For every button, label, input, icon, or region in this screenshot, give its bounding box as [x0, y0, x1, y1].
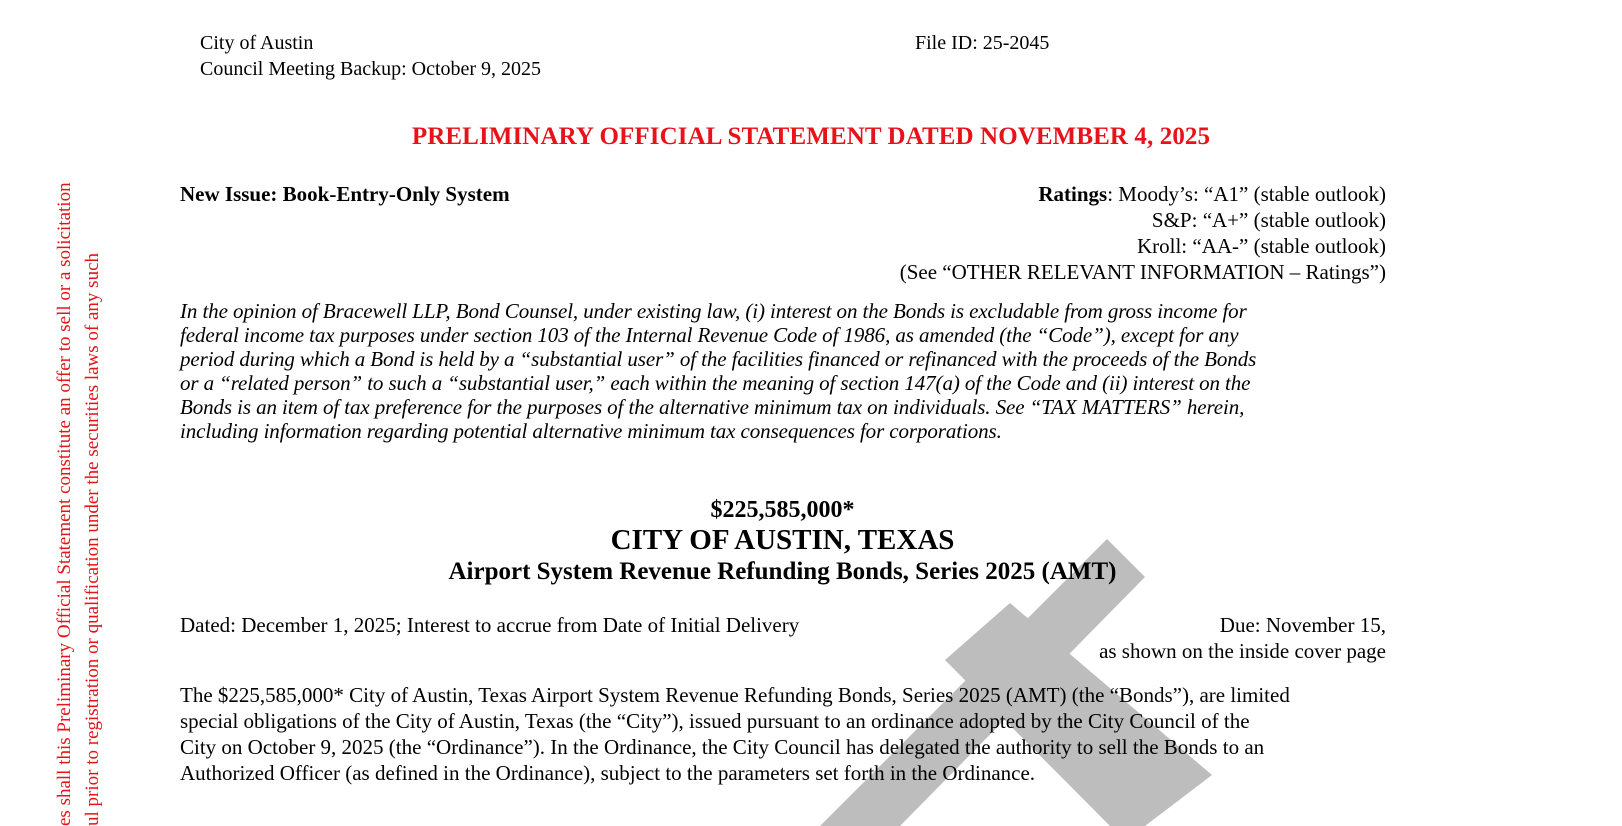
ratings-moodys-line: Ratings: Moody’s: “A1” (stable outlook) — [1038, 182, 1386, 206]
opinion-line: or a “related person” to such a “substantial user,” each within the meaning of section 147(a) of the Code and (ii) interest on the — [180, 371, 1251, 395]
bond-series: Airport System Revenue Refunding Bonds, Series 2025 (AMT) — [448, 558, 1117, 585]
side-disclaimer-2: ul prior to registration or qualification under the securities laws of any such — [82, 252, 103, 826]
opinion-line: In the opinion of Bracewell LLP, Bond Counsel, under existing law, (i) interest on the Bonds is excludable from gross income for — [180, 299, 1247, 323]
bond-issuer: CITY OF AUSTIN, TEXAS — [610, 524, 955, 556]
opinion-line: including information regarding potential alternative minimum tax consequences for corporations. — [180, 419, 1002, 443]
paragraph-line: City on October 9, 2025 (the “Ordinance”). In the Ordinance, the City Council has delegated the authority to sell the Bonds to an — [180, 735, 1265, 759]
new-issue-label: New Issue: Book-Entry-Only System — [180, 182, 510, 206]
opinion-line: Bonds is an item of tax preference for the purposes of the alternative minimum tax on individuals. See “TAX MATTERS” herein, — [180, 395, 1245, 419]
bonds-description — [180, 682, 1390, 786]
header-entity: City of Austin — [200, 32, 314, 54]
due-note: as shown on the inside cover page — [1099, 639, 1386, 663]
rating-sp: S&P: “A+” (stable outlook) — [1151, 208, 1386, 232]
ratings-label: Ratings — [1038, 182, 1108, 206]
header-file-id: File ID: 25-2045 — [915, 32, 1050, 54]
paragraph-line: special obligations of the City of Austin, Texas (the “City”), issued pursuant to an ordinance adopted by the City Council of the — [180, 709, 1250, 733]
dated-line: Dated: December 1, 2025; Interest to accrue from Date of Initial Delivery — [180, 613, 800, 637]
ratings-block — [686, 181, 1386, 285]
bond-counsel-opinion — [180, 299, 1390, 443]
paragraph-line: Authorized Officer (as defined in the Ordinance), subject to the parameters set forth in the Ordinance. — [180, 761, 1036, 785]
due-line: Due: November 15, — [1219, 613, 1386, 637]
rating-moodys: Moody’s: “A1” (stable outlook) — [1118, 182, 1386, 206]
rating-kroll: Kroll: “AA-” (stable outlook) — [1136, 234, 1386, 258]
paragraph-line: The $225,585,000* City of Austin, Texas Airport System Revenue Refunding Bonds, Series 2025 (AMT) (the “Bonds”), are limited — [180, 683, 1290, 707]
bond-amount: $225,585,000* — [710, 497, 855, 523]
side-disclaimer-1: es shall this Preliminary Official Statement constitute an offer to sell or a solicitation — [54, 182, 75, 826]
opinion-line: federal income tax purposes under section 103 of the Internal Revenue Code of 1986, as amended (the “Code”), except for any — [180, 323, 1239, 347]
ratings-reference: (See “OTHER RELEVANT INFORMATION – Ratings”) — [899, 260, 1386, 284]
opinion-line: period during which a Bond is held by a “substantial user” of the facilities financed or refinanced with the proceeds of the Bonds — [180, 347, 1257, 371]
header-meeting: Council Meeting Backup: October 9, 2025 — [200, 58, 542, 80]
document-title: PRELIMINARY OFFICIAL STATEMENT DATED NOVEMBER 4, 2025 — [411, 123, 1211, 150]
